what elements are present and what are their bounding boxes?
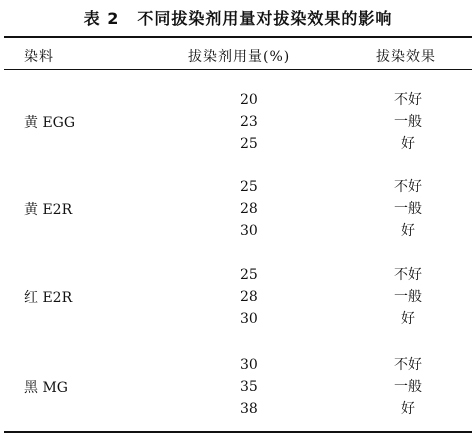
effect-values bbox=[378, 176, 438, 242]
dye-name: 红 E2R bbox=[24, 290, 73, 306]
dosage-values bbox=[240, 354, 258, 420]
effect-values bbox=[378, 89, 438, 155]
effect-values bbox=[378, 354, 438, 420]
table-number: 表 2 bbox=[83, 9, 120, 28]
table-row bbox=[0, 354, 476, 420]
dosage-value: 25 bbox=[240, 179, 258, 195]
effect-value: 一般 bbox=[394, 201, 422, 217]
table-header-rule bbox=[4, 69, 472, 70]
effect-value: 不好 bbox=[394, 179, 422, 195]
table-title: 不同拔染剂用量对拔染效果的影响 bbox=[137, 9, 393, 28]
table-top-rule bbox=[4, 36, 472, 38]
table-bottom-rule bbox=[4, 431, 472, 433]
dosage-value: 30 bbox=[240, 311, 258, 327]
effect-value: 好 bbox=[401, 136, 415, 152]
table-row bbox=[0, 264, 476, 330]
table-row bbox=[0, 89, 476, 155]
dosage-value: 20 bbox=[240, 92, 258, 108]
dosage-values bbox=[240, 89, 258, 155]
effect-value: 一般 bbox=[394, 289, 422, 305]
dosage-value: 30 bbox=[240, 223, 258, 239]
header-effect: 拔染效果 bbox=[376, 49, 436, 65]
table-row bbox=[0, 176, 476, 242]
effect-value: 不好 bbox=[394, 92, 422, 108]
effect-value: 不好 bbox=[394, 267, 422, 283]
dosage-value: 23 bbox=[240, 114, 258, 130]
dosage-values bbox=[240, 176, 258, 242]
effect-values bbox=[378, 264, 438, 330]
table-caption bbox=[0, 6, 476, 29]
dye-name: 黄 EGG bbox=[24, 115, 76, 131]
dosage-value: 28 bbox=[240, 289, 258, 305]
dosage-value: 35 bbox=[240, 379, 258, 395]
effect-value: 不好 bbox=[394, 357, 422, 373]
effect-value: 一般 bbox=[394, 379, 422, 395]
dosage-value: 30 bbox=[240, 357, 258, 373]
dye-name: 黄 E2R bbox=[24, 202, 73, 218]
effect-value: 好 bbox=[401, 401, 415, 417]
dye-name: 黑 MG bbox=[24, 380, 68, 396]
dosage-value: 25 bbox=[240, 136, 258, 152]
dosage-value: 38 bbox=[240, 401, 258, 417]
effect-value: 一般 bbox=[394, 114, 422, 130]
dosage-value: 25 bbox=[240, 267, 258, 283]
header-dosage: 拔染剂用量(%) bbox=[188, 49, 291, 65]
effect-value: 好 bbox=[401, 311, 415, 327]
dosage-values bbox=[240, 264, 258, 330]
header-dye: 染料 bbox=[24, 49, 54, 65]
effect-value: 好 bbox=[401, 223, 415, 239]
dosage-value: 28 bbox=[240, 201, 258, 217]
